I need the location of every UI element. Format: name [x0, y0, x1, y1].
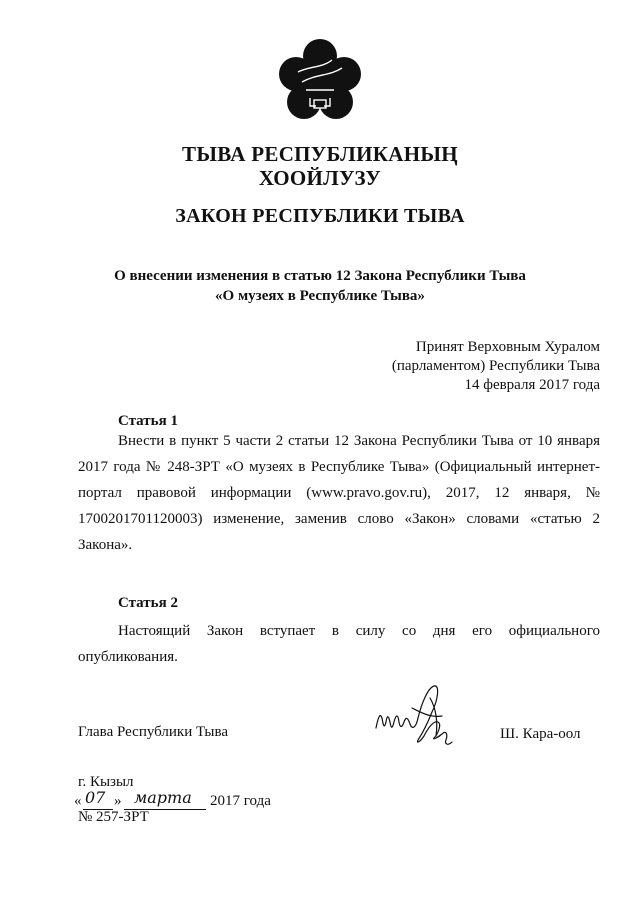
adoption-block	[392, 338, 600, 395]
subject-line-2: «О музеях в Республике Тыва»	[215, 288, 425, 304]
law-title: ЗАКОН РЕСПУБЛИКИ ТЫВА	[175, 205, 465, 227]
adoption-date: 14 февраля 2017 года	[464, 377, 600, 393]
article-2-heading: Статья 2	[118, 595, 178, 611]
date-close-quote: »	[114, 793, 122, 809]
header-line-2: ХООЙЛУЗУ	[258, 166, 382, 190]
handwritten-month: марта	[134, 788, 192, 807]
date-year: 2017 года	[210, 793, 271, 809]
emblem-icon	[276, 38, 364, 126]
adoption-line-1: Принят Верховным Хуралом	[415, 339, 600, 355]
article-2-body: Настоящий Закон вступает в силу со дня его официального опубликования.	[78, 623, 600, 665]
subject-line-1: О внесении изменения в статью 12 Закона Республики Тыва	[114, 268, 526, 284]
date-open-quote: «	[74, 793, 82, 809]
article-1-body: Внести в пункт 5 части 2 статьи 12 Закона Республики Тыва от 10 января 2017 года № 248-ЗРТ «О музеях в Республике Тыва» (Официальный интернет-портал правовой информации (www.pravo.gov.ru), 2017, 12 января, № 1700201701120003) изменение, заменив слово «Закон» словами «статью 2 Закона».	[78, 433, 600, 553]
article-1-text	[78, 428, 600, 558]
handwritten-signature	[372, 678, 472, 758]
handwritten-day: 07	[85, 788, 106, 807]
adoption-line-2: (парламентом) Республики Тыва	[391, 358, 600, 374]
article-1-heading: Статья 1	[118, 413, 178, 429]
signatory-name: Ш. Кара-оол	[500, 726, 581, 742]
place-of-signing: г. Кызыл	[78, 774, 134, 790]
header-line-1: ТЫВА РЕСПУБЛИКАНЫҢ	[182, 142, 458, 166]
signatory-position: Глава Республики Тыва	[78, 724, 229, 740]
law-number: № 257-ЗРТ	[78, 809, 149, 825]
article-2-text	[78, 618, 600, 670]
